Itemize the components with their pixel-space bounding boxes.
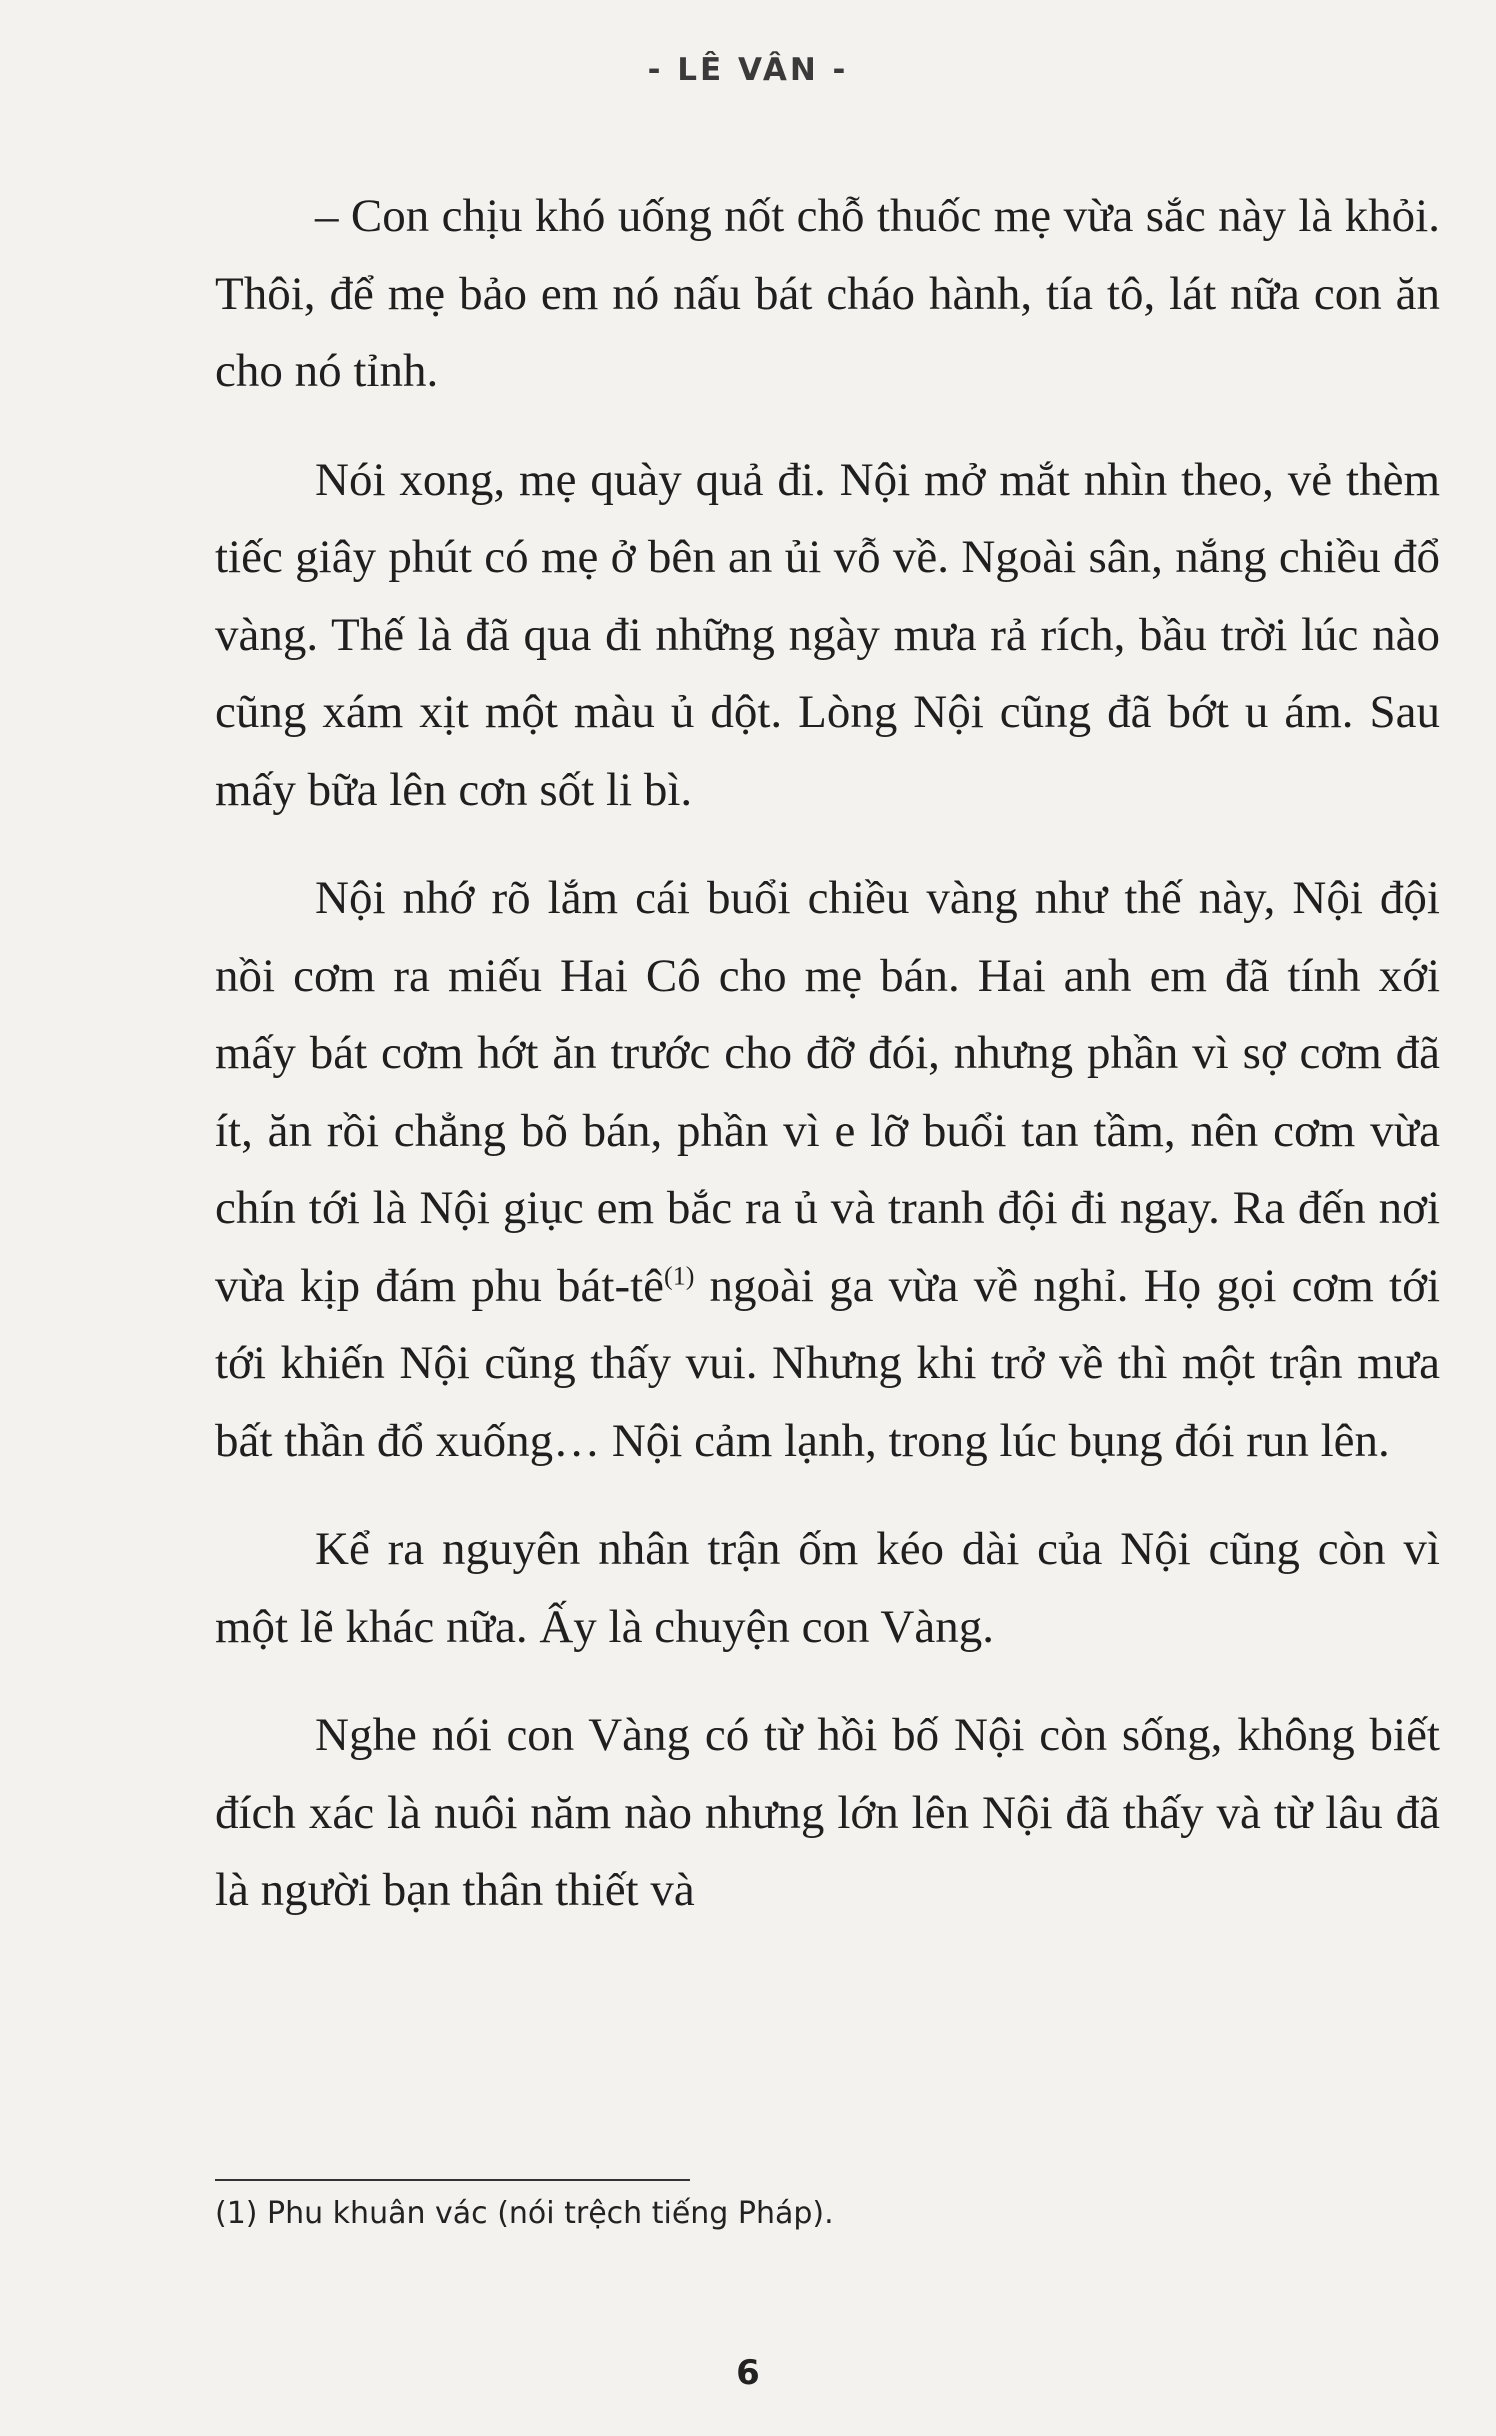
paragraph-1: – Con chịu khó uống nốt chỗ thuốc mẹ vừa sắc này là khỏi. Thôi, để mẹ bảo em nó nấu bát cháo hành, tía tô, lát nữa con ăn cho nó tỉnh. — [215, 190, 1440, 397]
running-head: - LÊ VÂN - — [647, 52, 849, 88]
paragraph-4: Kể ra nguyên nhân trận ốm kéo dài của Nội cũng còn vì một lẽ khác nữa. Ấy là chuyện con Vàng. — [215, 1523, 1440, 1653]
paragraph-2: Nói xong, mẹ quày quả đi. Nội mở mắt nhìn theo, vẻ thèm tiếc giây phút có mẹ ở bên an ủi vỗ về. Ngoài sân, nắng chiều đổ vàng. Thế là đã qua đi những ngày mưa rả rích, bầu trời lúc nào cũng xám xịt một màu ủ dột. Lòng Nội cũng đã bớt u ám. Sau mấy bữa lên cơn sốt li bì. — [215, 453, 1440, 816]
footnote-reference: (1) — [664, 1260, 695, 1290]
paragraph-3-text-b: ngoài ga vừa về nghỉ. Họ gọi cơm tới tới khiến Nội cũng thấy vui. Nhưng khi trở về thì một trận mưa bất thần đổ xuống… Nội cảm lạnh, trong lúc bụng đói run lên. — [215, 1259, 1440, 1467]
footnote: (1) Phu khuân vác (nói trệch tiếng Pháp). — [215, 2196, 834, 2231]
footnote-divider — [215, 2179, 690, 2181]
page-number: 6 — [736, 2353, 760, 2393]
body-text — [215, 178, 1440, 1961]
paragraph-5: Nghe nói con Vàng có từ hồi bố Nội còn sống, không biết đích xác là nuôi năm nào nhưng lớn lên Nội đã thấy và từ lâu đã là người bạn thân thiết và — [215, 1709, 1440, 1916]
paragraph-3 — [215, 860, 1440, 1480]
paragraph-3-text-a: Nội nhớ rõ lắm cái buổi chiều vàng như thế này, Nội đội nồi cơm ra miếu Hai Cô cho mẹ bán. Hai anh em đã tính xới mấy bát cơm hớt ăn trước cho đỡ đói, nhưng phần vì sợ cơm đã ít, ăn rồi chẳng bõ bán, phần vì e lỡ buổi tan tầm, nên cơm vừa chín tới là Nội giục em bắc ra ủ và tranh đội đi ngay. Ra đến nơi vừa kịp đám phu bát-tê — [215, 872, 1440, 1312]
